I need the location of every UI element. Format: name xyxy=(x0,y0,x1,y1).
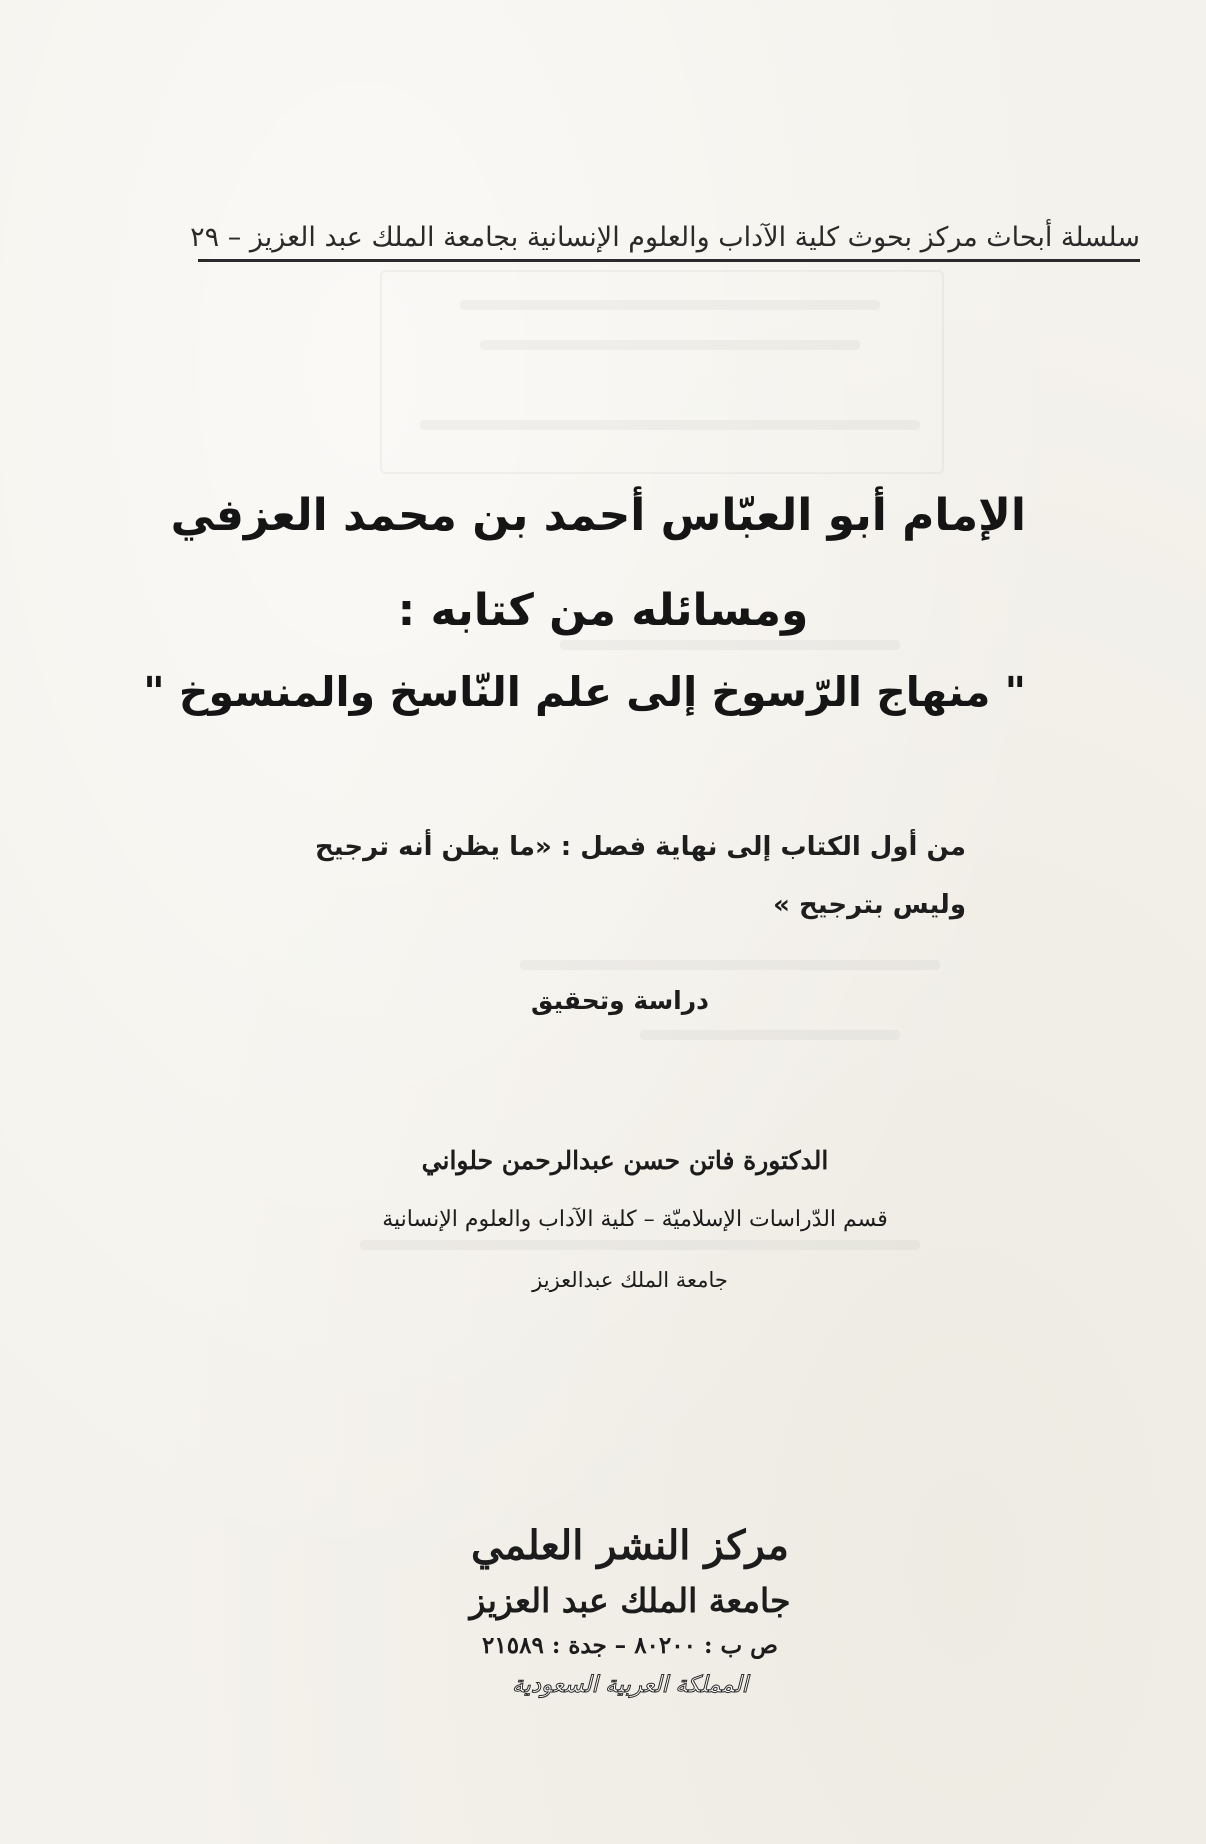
show-through-line xyxy=(420,420,920,430)
study-label: دراسة وتحقيق xyxy=(531,986,709,1015)
book-title-line-2: ومسائله من كتابه : xyxy=(397,585,809,636)
publisher-name: مركز النشر العلمي xyxy=(471,1522,789,1569)
show-through-line xyxy=(480,340,860,350)
scope-line-2: وليس بترجيح » xyxy=(773,890,966,920)
author-university: جامعة الملك عبدالعزيز xyxy=(532,1268,728,1292)
author-department: قسم الدّراسات الإسلاميّة – كلية الآداب والعلوم الإنسانية xyxy=(382,1207,888,1232)
show-through-line xyxy=(360,1240,920,1250)
series-header: سلسلة أبحاث مركز بحوث كلية الآداب والعلوم الإنسانية بجامعة الملك عبد العزيز – ٢٩ xyxy=(198,222,1140,262)
show-through-line xyxy=(520,960,940,970)
author-name: الدكتورة فاتن حسن عبدالرحمن حلواني xyxy=(421,1146,829,1175)
publisher-country: المملكة العربية السعودية xyxy=(512,1672,748,1698)
scope-line-1: من أول الكتاب إلى نهاية فصل : «ما يظن أنه ترجيح xyxy=(314,832,966,862)
show-through-line xyxy=(640,1030,900,1040)
show-through-line xyxy=(560,640,900,650)
book-title-line-1: الإمام أبو العبّاس أحمد بن محمد العزفي xyxy=(170,490,1026,541)
publisher-address: ص ب : ٨٠٢٠٠ – جدة : ٢١٥٨٩ xyxy=(482,1632,778,1659)
publisher-university: جامعة الملك عبد العزيز xyxy=(469,1581,791,1620)
book-title-line-3: " منهاج الرّسوخ إلى علم النّاسخ والمنسوخ " xyxy=(143,668,1026,716)
show-through-line xyxy=(460,300,880,310)
